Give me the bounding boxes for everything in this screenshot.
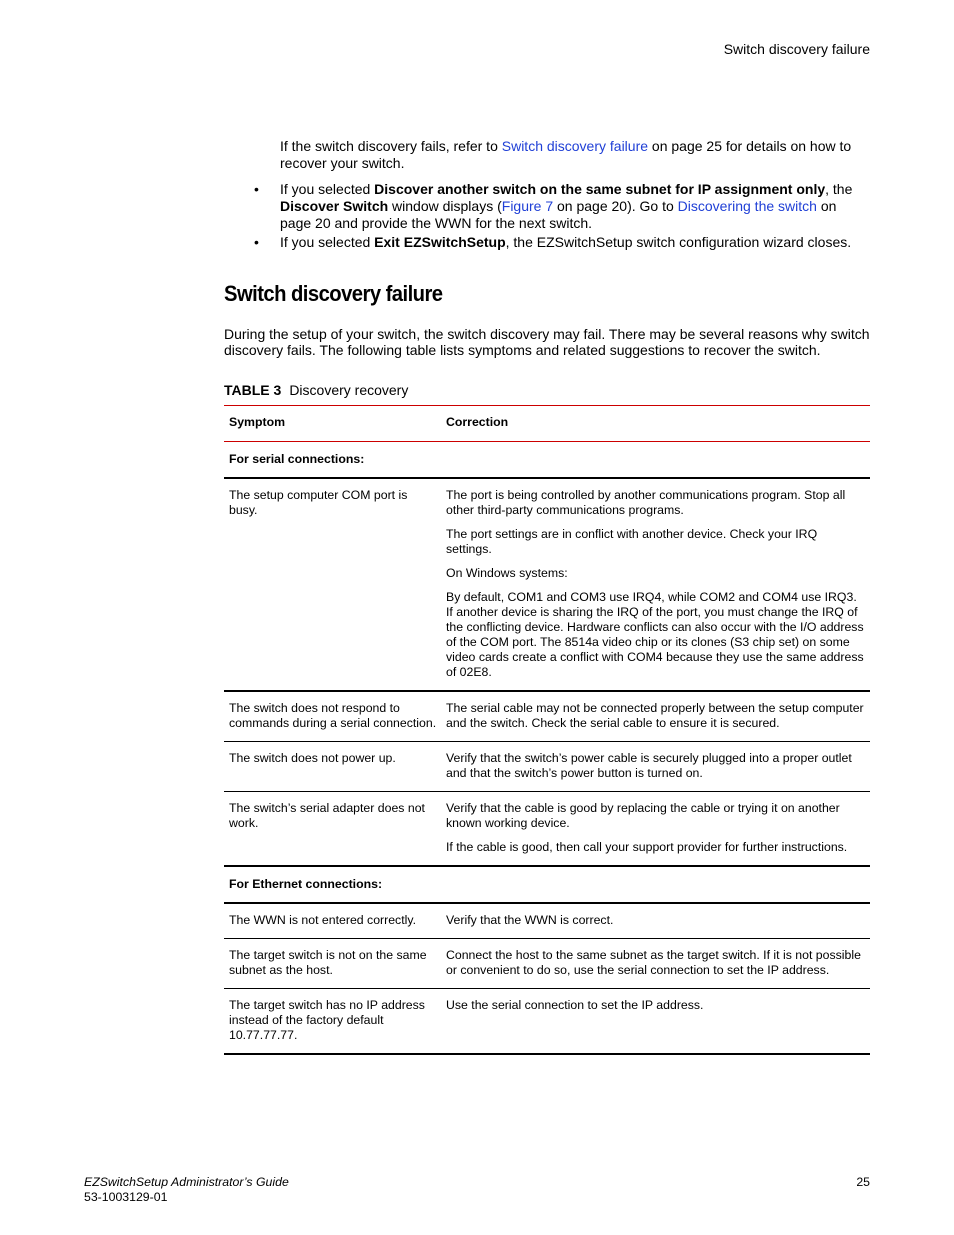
table-row: [224, 939, 870, 989]
correction-text: The serial cable may not be connected properly between the setup computer and the switch. Check the serial cable to ensure it is secured.: [446, 701, 864, 730]
table-row: [224, 478, 870, 691]
correction-cell: [441, 691, 870, 742]
correction-text: The port settings are in conflict with another device. Check your IRQ settings.: [446, 527, 818, 556]
table-row: [224, 989, 870, 1055]
correction-cell: [441, 792, 870, 867]
footer-page-number: 25: [856, 1175, 870, 1189]
table-caption-text: Discovery recovery: [289, 382, 409, 398]
table-caption: [224, 382, 408, 398]
table-header-row: [224, 406, 870, 442]
correction-text: On Windows systems:: [446, 566, 568, 580]
symptom-cell: The switch does not power up.: [224, 742, 441, 792]
table-row: [224, 903, 870, 939]
bullet-text: , the EZSwitchSetup switch configuration wizard closes.: [505, 234, 852, 250]
symptom-cell: The switch’s serial adapter does not work.: [224, 792, 441, 867]
options-bullet-list: [254, 181, 870, 253]
intro-text-post: on page 25 for details on how to recover your switch.: [280, 138, 852, 171]
running-header: Switch discovery failure: [723, 41, 870, 57]
footer-doc-number: 53-1003129-01: [84, 1190, 168, 1204]
bullet-text: If you selected: [280, 234, 375, 250]
table-caption-label: TABLE 3: [224, 382, 282, 398]
symptom-cell: The setup computer COM port is busy.: [224, 478, 441, 691]
bullet-marker: •: [254, 181, 259, 197]
bullet-text: window displays (: [388, 198, 502, 214]
list-item: [254, 234, 870, 251]
correction-cell: [441, 742, 870, 792]
correction-column-header: Correction: [441, 406, 870, 442]
table-row: [224, 691, 870, 742]
list-item: [254, 181, 870, 232]
bullet-bold-window: Discover Switch: [280, 198, 389, 214]
group-row-ethernet: [224, 866, 870, 903]
table-row: [224, 742, 870, 792]
group-row-serial: [224, 442, 870, 479]
correction-text: The port is being controlled by another communications program. Stop all other third-party communications programs.: [446, 488, 846, 517]
correction-text: Connect the host to the same subnet as the target switch. If it is not possible or convenient to do so, use the serial connection to set the IP address.: [446, 948, 861, 977]
correction-text: Verify that the cable is good by replacing the cable or trying it on another known working device.: [446, 801, 840, 830]
footer-document-info: [84, 1175, 289, 1205]
footer-guide-title: EZSwitchSetup Administrator’s Guide: [84, 1175, 289, 1189]
bullet-text: If you selected: [280, 181, 375, 197]
correction-cell: [441, 989, 870, 1055]
symptom-cell: The WWN is not entered correctly.: [224, 903, 441, 939]
bullet-text: , the: [825, 181, 853, 197]
correction-text: Verify that the WWN is correct.: [446, 913, 614, 927]
bullet-text: on page 20). Go to: [553, 198, 678, 214]
group-label: For Ethernet connections:: [224, 866, 870, 903]
symptom-cell: The target switch is not on the same subnet as the host.: [224, 939, 441, 989]
table-row: [224, 792, 870, 867]
section-heading: Switch discovery failure: [224, 281, 443, 306]
correction-text: If the cable is good, then call your support provider for further instructions.: [446, 840, 848, 854]
correction-cell: [441, 903, 870, 939]
discovery-recovery-table: [224, 405, 870, 1055]
bullet-bold-option: Discover another switch on the same subnet for IP assignment only: [374, 181, 826, 197]
intro-text-pre: If the switch discovery fails, refer to: [280, 138, 502, 154]
bullet-bold-option: Exit EZSwitchSetup: [374, 234, 506, 250]
correction-cell: [441, 939, 870, 989]
correction-cell: [441, 478, 870, 691]
correction-text: By default, COM1 and COM3 use IRQ4, while COM2 and COM4 use IRQ3. If another device is sharing the IRQ of the port, you must change the IRQ of the conflicting device. Hardware conflicts can also occur with the I/O address of the COM port. The 8514a video chip or its clones (S3 chip set) on some video cards create a conflict with COM4 because they use the same address of 02E8.: [446, 590, 864, 679]
figure-7-link[interactable]: Figure 7: [501, 198, 554, 214]
correction-text: Verify that the switch’s power cable is securely plugged into a proper outlet and that the switch’s power button is turned on.: [446, 751, 852, 780]
symptom-cell: The target switch has no IP address instead of the factory default 10.77.77.77.: [224, 989, 441, 1055]
switch-discovery-failure-link[interactable]: Switch discovery failure: [501, 138, 649, 154]
intro-paragraph: [280, 138, 870, 172]
bullet-text: on page 20 and provide the WWN for the next switch.: [280, 198, 837, 231]
symptom-cell: The switch does not respond to commands during a serial connection.: [224, 691, 441, 742]
discovering-the-switch-link[interactable]: Discovering the switch: [677, 198, 817, 214]
section-paragraph: During the setup of your switch, the switch discovery may fail. There may be several reasons why switch discovery fails. The following table lists symptoms and related suggestions to recover the switch.: [224, 326, 870, 358]
symptom-column-header: Symptom: [224, 406, 441, 442]
bullet-marker: •: [254, 234, 259, 250]
group-label: For serial connections:: [224, 442, 870, 479]
correction-text: Use the serial connection to set the IP address.: [446, 998, 704, 1012]
